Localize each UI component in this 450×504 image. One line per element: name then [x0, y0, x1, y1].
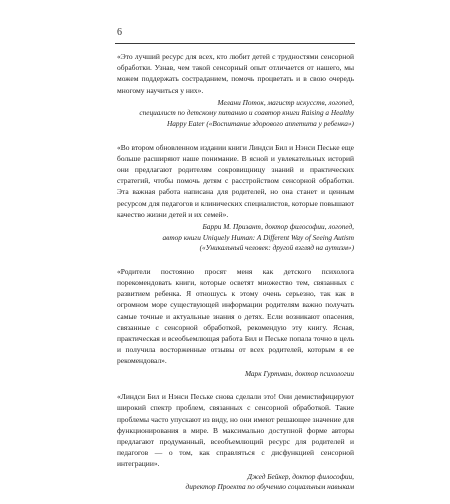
header-rule [115, 43, 355, 44]
attribution-line: Марк Гуртман, доктор психологии [244, 368, 354, 378]
testimonials [117, 51, 354, 504]
testimonial-3 [117, 266, 354, 379]
attribution-line: Happy Eater («Воспитание здорового аппетита у ребенка») [167, 119, 354, 128]
quote-text: «Родители постоянно просят меня как детского психолога порекомендовать книги, которые осветят множество тем, связанных с развитием ребенка. Я отношусь к этому очень серьезно, так как в огромном море существующей информации родителям важно получать самые точные и актуальные знания о детях. Если возникают опасения, связанные с сенсорной обработкой, рекомендую эту книгу. Ясная, практическая и всеобъемлющая работа Бил и Пеське попала точно в цель и получила восторженные отзывы от всех родителей, которым я ее рекомендовал». [117, 266, 354, 366]
quote-attribution [117, 98, 354, 130]
quote-text: «Линдси Бил и Нэнси Пеське снова сделали это! Они демистифицируют широкий спектр проблем, связанных с сенсорной обработкой. Такие проблемы часто упускают из виду, но они имеют решающее значение для функционирования в мире. В максимально доступной форме авторы предлагают продуманный, всеобъемлющий ресурс для родителей и педагогов — о том, как справляться с дисфункцией сенсорной интеграции». [117, 392, 354, 469]
quote-attribution [117, 369, 354, 380]
quote-attribution [117, 472, 354, 493]
attribution-line: Барри М. Призант, доктор философии, логопед, [202, 222, 354, 232]
page-number: 6 [117, 27, 122, 38]
quote-text: «Это лучший ресурс для всех, кто любит детей с трудностями сенсорной обработки. Узнав, чем такой сенсорный опыт отличается от нашего, мы можем поддержать состраданием, помочь процветать и в свою очередь многому научиться у них». [117, 52, 354, 95]
quote-attribution [117, 222, 354, 254]
attribution-line: Джед Бейкер, доктор философии, [247, 471, 354, 481]
testimonial-4 [117, 391, 354, 493]
attribution-line: директор Проекта по обучению социальным навыкам [185, 482, 354, 492]
quote-text: «Во втором обновленном издании книги Линдси Бил и Нэнси Пеське еще больше расширяют наше понимание. В ясной и увлекательных историй они предлагают родителям сокровищницу знаний и практических стратегий, чтобы помочь детям с расстройством сенсорной обработки. Эта важная работа написана для родителей, но она станет и ценным ресурсом для педагогов и клинических специалистов, которые повышают качество жизни детей и их семей». [117, 142, 354, 219]
attribution-line: Мелани Поток, магистр искусств, логопед, [217, 97, 354, 107]
attribution-line: («Уникальный человек: другой взгляд на аутизм») [199, 243, 354, 253]
attribution-line: специалист по детскому питанию и соавтор книги Raising a Healthy [139, 108, 354, 118]
testimonial-2 [117, 142, 354, 254]
attribution-line: автор книги Uniquely Human: A Different Way of Seeing Autism [162, 232, 354, 242]
testimonial-1 [117, 51, 354, 130]
